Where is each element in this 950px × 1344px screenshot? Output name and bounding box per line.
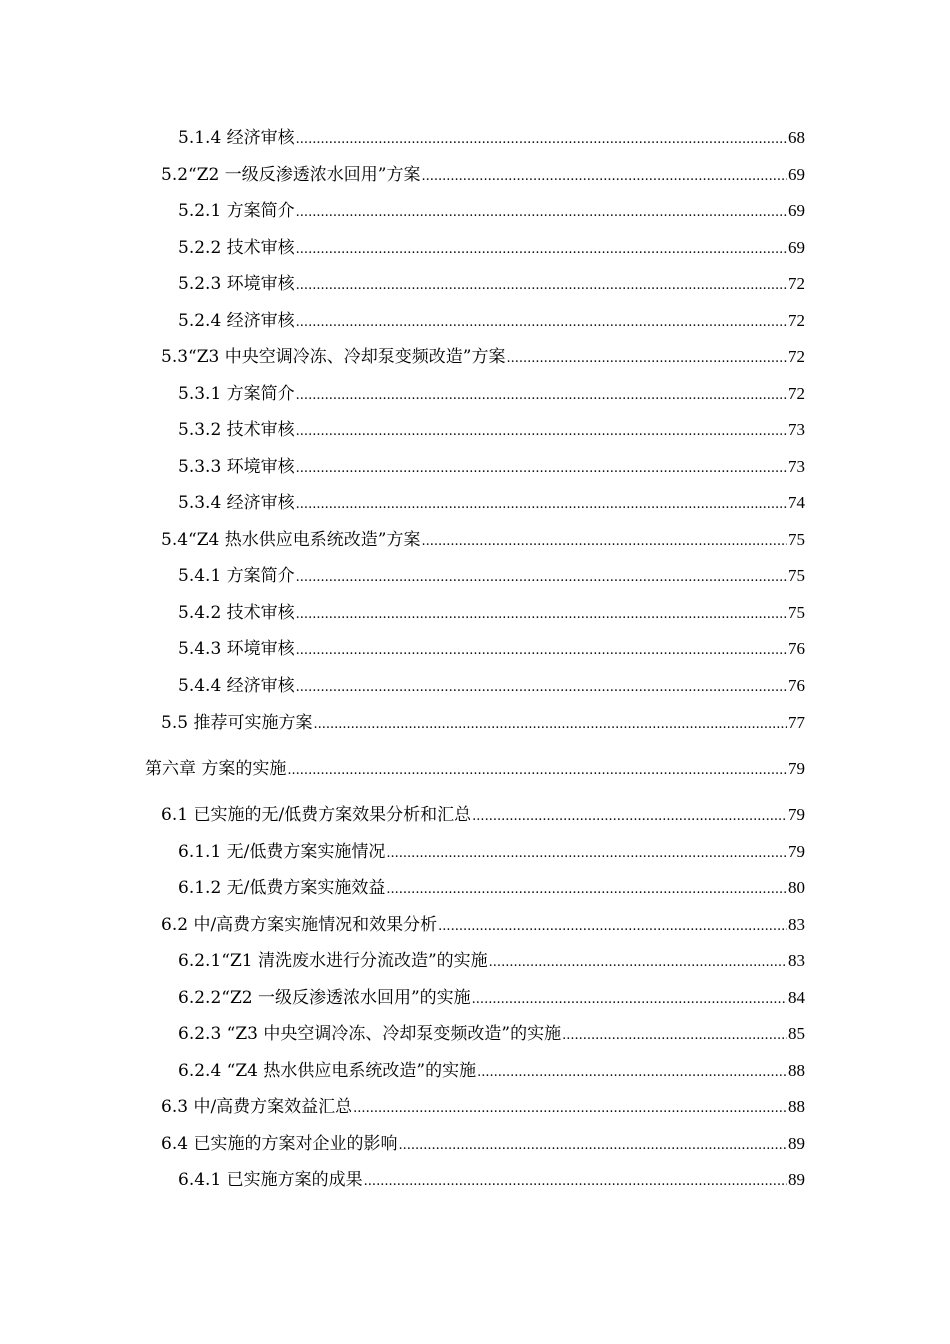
- toc-entry-title: 6.2.4 “Z4 热水供应电系统改造”的实施: [178, 1061, 477, 1081]
- toc-dot-leader: [296, 640, 787, 662]
- toc-entry-title: 6.2.1“Z1 清洗废水进行分流改造”的实施: [178, 951, 488, 971]
- toc-entry[interactable]: [178, 950, 805, 974]
- toc-entry-page-number: 77: [788, 713, 805, 732]
- toc-entry-page-number: 72: [788, 347, 805, 366]
- toc-entry-title: 6.4.1 已实施方案的成果: [178, 1170, 363, 1190]
- toc-entry-title: 5.3.3 环境审核: [178, 457, 295, 477]
- toc-dot-leader: [438, 916, 787, 938]
- toc-entry-page-number: 79: [788, 805, 805, 824]
- toc-dot-leader: [472, 989, 787, 1011]
- toc-entry-title: 5.3.1 方案简介: [178, 384, 295, 404]
- toc-entry[interactable]: [178, 419, 805, 443]
- toc-entry[interactable]: [178, 1060, 805, 1084]
- toc-entry[interactable]: [145, 758, 805, 782]
- toc-entry-page-number: 74: [788, 493, 805, 512]
- toc-entry-page-number: 76: [788, 639, 805, 658]
- toc-entry[interactable]: [161, 1096, 805, 1120]
- toc-entry-page-number: 69: [788, 238, 805, 257]
- toc-entry[interactable]: [161, 164, 805, 188]
- toc-entry[interactable]: [161, 346, 805, 370]
- toc-entry[interactable]: [161, 1133, 805, 1157]
- toc-entry-page-number: 79: [788, 842, 805, 861]
- toc-entry-title: 6.1.1 无/低费方案实施情况: [178, 842, 386, 862]
- toc-entry-title: 5.3.2 技术审核: [178, 420, 295, 440]
- toc-dot-leader: [296, 129, 787, 151]
- toc-entry-page-number: 88: [788, 1097, 805, 1116]
- toc-entry[interactable]: [178, 638, 805, 662]
- toc-dot-leader: [386, 843, 787, 865]
- toc-entry-title: 5.4.3 环境审核: [178, 639, 295, 659]
- toc-entry-page-number: 83: [788, 951, 805, 970]
- toc-entry[interactable]: [178, 675, 805, 699]
- toc-dot-leader: [313, 714, 787, 736]
- toc-dot-leader: [296, 494, 787, 516]
- toc-dot-leader: [296, 239, 787, 261]
- toc-entry[interactable]: [178, 237, 805, 261]
- toc-entry-title: 5.2“Z2 一级反渗透浓水回用”方案: [161, 165, 421, 185]
- toc-entry-page-number: 83: [788, 915, 805, 934]
- toc-entry-title: 5.2.2 技术审核: [178, 238, 295, 258]
- toc-entry-title: 6.3 中/高费方案效益汇总: [161, 1097, 353, 1117]
- toc-dot-leader: [398, 1135, 787, 1157]
- toc-entry[interactable]: [178, 200, 805, 224]
- toc-dot-leader: [386, 879, 787, 901]
- toc-entry-title: 6.1.2 无/低费方案实施效益: [178, 878, 386, 898]
- toc-entry[interactable]: [178, 877, 805, 901]
- toc-dot-leader: [296, 458, 787, 480]
- toc-entry[interactable]: [178, 602, 805, 626]
- toc-entry-page-number: 72: [788, 311, 805, 330]
- toc-entry-title: 第六章 方案的实施: [145, 759, 287, 779]
- toc-entry-page-number: 72: [788, 384, 805, 403]
- toc-dot-leader: [364, 1171, 787, 1193]
- toc-entry-page-number: 75: [788, 566, 805, 585]
- toc-entry-page-number: 69: [788, 201, 805, 220]
- toc-entry-title: 5.4.1 方案简介: [178, 566, 295, 586]
- toc-entry-title: 6.2.2“Z2 一级反渗透浓水回用”的实施: [178, 988, 471, 1008]
- toc-entry-page-number: 88: [788, 1061, 805, 1080]
- toc-entry[interactable]: [178, 383, 805, 407]
- toc-entry-title: 5.2.4 经济审核: [178, 311, 295, 331]
- toc-entry-page-number: 89: [788, 1170, 805, 1189]
- toc-dot-leader: [421, 531, 787, 553]
- toc-entry-page-number: 84: [788, 988, 805, 1007]
- toc-entry[interactable]: [178, 565, 805, 589]
- toc-entry-page-number: 69: [788, 165, 805, 184]
- toc-entry-title: 5.4.4 经济审核: [178, 676, 295, 696]
- toc-entry-page-number: 75: [788, 603, 805, 622]
- toc-entry[interactable]: [161, 529, 805, 553]
- toc-dot-leader: [296, 567, 787, 589]
- toc-dot-leader: [477, 1062, 787, 1084]
- toc-entry-title: 5.4“Z4 热水供应电系统改造”方案: [161, 530, 421, 550]
- toc-entry-page-number: 80: [788, 878, 805, 897]
- toc-entry[interactable]: [161, 914, 805, 938]
- toc-entry[interactable]: [178, 492, 805, 516]
- toc-entry-page-number: 73: [788, 457, 805, 476]
- toc-dot-leader: [421, 166, 787, 188]
- toc-entry[interactable]: [178, 273, 805, 297]
- toc-entry-title: 6.2 中/高费方案实施情况和效果分析: [161, 915, 438, 935]
- toc-entry[interactable]: [178, 310, 805, 334]
- toc-dot-leader: [562, 1025, 787, 1047]
- toc-entry-page-number: 79: [788, 759, 805, 778]
- toc-entry[interactable]: [178, 127, 805, 151]
- toc-entry-page-number: 89: [788, 1134, 805, 1153]
- toc-entry[interactable]: [178, 1169, 805, 1193]
- toc-entry-page-number: 68: [788, 128, 805, 147]
- toc-dot-leader: [296, 677, 787, 699]
- toc-dot-leader: [296, 312, 787, 334]
- toc-entry[interactable]: [178, 1023, 805, 1047]
- toc-entry-title: 5.2.3 环境审核: [178, 274, 295, 294]
- toc-entry-page-number: 76: [788, 676, 805, 695]
- toc-entry[interactable]: [161, 712, 805, 736]
- toc-entry-title: 5.4.2 技术审核: [178, 603, 295, 623]
- toc-entry-page-number: 72: [788, 274, 805, 293]
- toc-entry-page-number: 75: [788, 530, 805, 549]
- toc-entry-page-number: 73: [788, 420, 805, 439]
- toc-dot-leader: [472, 806, 787, 828]
- toc-dot-leader: [506, 348, 787, 370]
- toc-entry-title: 5.2.1 方案简介: [178, 201, 295, 221]
- toc-dot-leader: [296, 385, 787, 407]
- toc-entry[interactable]: [178, 987, 805, 1011]
- toc-entry[interactable]: [178, 456, 805, 480]
- toc-dot-leader: [489, 952, 787, 974]
- toc-dot-leader: [296, 604, 787, 626]
- toc-entry-title: 5.5 推荐可实施方案: [161, 713, 313, 733]
- toc-entry-title: 6.4 已实施的方案对企业的影响: [161, 1134, 398, 1154]
- toc-dot-leader: [353, 1098, 787, 1120]
- toc-dot-leader: [296, 275, 787, 297]
- toc-entry-title: 5.3“Z3 中央空调冷冻、冷却泵变频改造”方案: [161, 347, 506, 367]
- toc-dot-leader: [296, 202, 787, 224]
- toc-dot-leader: [296, 421, 787, 443]
- toc-entry-title: 6.1 已实施的无/低费方案效果分析和汇总: [161, 805, 472, 825]
- toc-entry-title: 5.3.4 经济审核: [178, 493, 295, 513]
- toc-entry-title: 6.2.3 “Z3 中央空调冷冻、冷却泵变频改造”的实施: [178, 1024, 562, 1044]
- toc-entry-page-number: 85: [788, 1024, 805, 1043]
- toc-dot-leader: [287, 760, 787, 782]
- toc-entry[interactable]: [178, 841, 805, 865]
- toc-entry-title: 5.1.4 经济审核: [178, 128, 295, 148]
- toc-entry[interactable]: [161, 804, 805, 828]
